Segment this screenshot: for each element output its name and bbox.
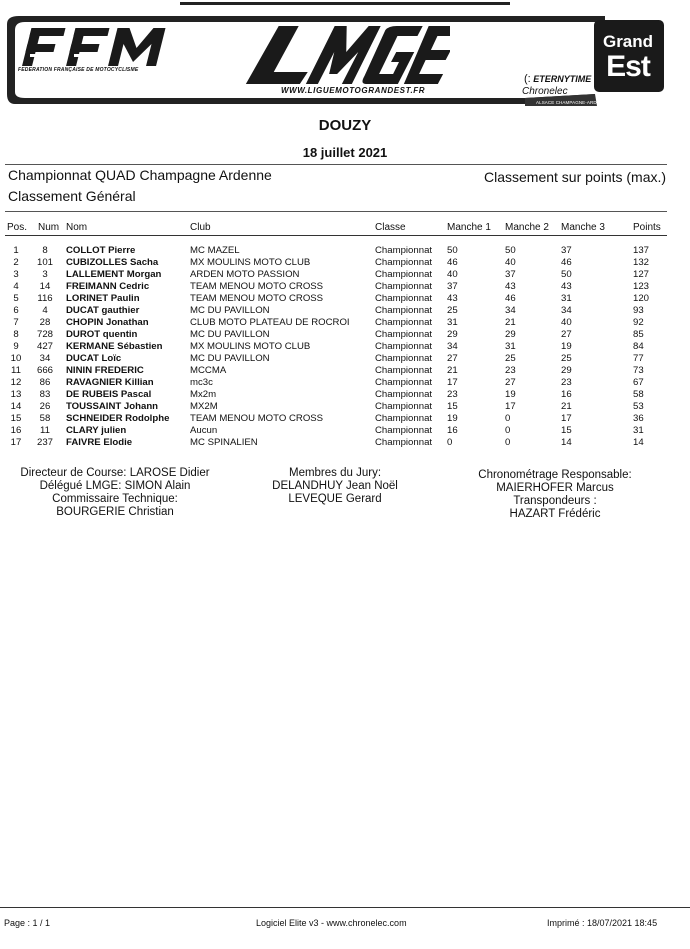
officials-left — [15, 467, 215, 519]
col-header-classe: Classe — [375, 222, 406, 233]
cell-manche2: 0 — [505, 425, 511, 436]
cell-manche2: 27 — [505, 377, 516, 388]
cell-nom: LORINET Paulin — [66, 293, 140, 304]
table-row — [0, 365, 690, 377]
table-row — [0, 401, 690, 413]
table-row — [0, 269, 690, 281]
footer-printed: Imprimé : 18/07/2021 18:45 — [547, 918, 658, 928]
officials-jury — [250, 467, 420, 506]
cell-points: 53 — [633, 401, 644, 412]
cell-pos: 13 — [10, 389, 22, 400]
cell-club: CLUB MOTO PLATEAU DE ROCROI — [190, 317, 350, 328]
grand-est-grand: Grand — [602, 32, 654, 51]
cell-classe: Championnat — [375, 269, 433, 280]
cell-manche3: 40 — [561, 317, 572, 328]
cell-nom: KERMANE Sébastien — [66, 341, 163, 352]
event-name: DOUZY — [318, 117, 372, 134]
cell-manche1: 29 — [447, 329, 458, 340]
cell-manche3: 31 — [561, 293, 572, 304]
cell-manche2: 17 — [505, 401, 516, 412]
cell-points: 85 — [633, 329, 644, 340]
col-header-manche3: Manche 3 — [561, 222, 605, 233]
cell-num: 3 — [42, 269, 48, 280]
event-date: 18 juillet 2021 — [302, 145, 388, 160]
cell-club: MC DU PAVILLON — [190, 353, 270, 364]
cell-manche2: 23 — [505, 365, 516, 376]
table-header-rule — [5, 235, 667, 236]
region-tagline: ALSACE CHAMPAGNE-ARDENNE LORRAINE — [536, 100, 635, 105]
cell-classe: Championnat — [375, 293, 433, 304]
cell-points: 36 — [633, 413, 644, 424]
cell-manche3: 34 — [561, 305, 572, 316]
cell-manche3: 23 — [561, 377, 572, 388]
table-row — [0, 377, 690, 389]
cell-points: 77 — [633, 353, 644, 364]
table-row — [0, 281, 690, 293]
cell-num: 26 — [39, 401, 51, 412]
cell-manche1: 0 — [447, 437, 453, 448]
cell-manche3: 14 — [561, 437, 572, 448]
ffm-federation-text: FEDERATION FRANÇAISE DE MOTOCYCLISME — [18, 67, 139, 73]
cell-manche2: 46 — [505, 293, 516, 304]
cell-pos: 3 — [13, 269, 19, 280]
cell-points: 132 — [633, 257, 650, 268]
footer-rule — [0, 907, 690, 908]
eternytime-logo: (: ETERNYTIME — [524, 73, 592, 85]
cell-manche3: 16 — [561, 389, 572, 400]
cell-club: MX MOULINS MOTO CLUB — [190, 341, 311, 352]
cell-pos: 6 — [13, 305, 19, 316]
table-row — [0, 437, 690, 449]
cell-num: 4 — [42, 305, 48, 316]
cell-points: 84 — [633, 341, 644, 352]
cell-classe: Championnat — [375, 305, 433, 316]
cell-manche1: 50 — [447, 245, 458, 256]
cell-manche2: 37 — [505, 269, 516, 280]
cell-club: MX2M — [190, 401, 218, 412]
cell-num: 28 — [39, 317, 51, 328]
cell-manche1: 37 — [447, 281, 458, 292]
cell-nom: TOUSSAINT Johann — [66, 401, 159, 412]
cell-manche1: 17 — [447, 377, 458, 388]
cell-club: TEAM MENOU MOTO CROSS — [190, 413, 324, 424]
cell-manche1: 40 — [447, 269, 458, 280]
official-line: Transpondeurs : — [513, 495, 597, 507]
cell-classe: Championnat — [375, 341, 433, 352]
cell-num: 14 — [39, 281, 51, 292]
cell-classe: Championnat — [375, 401, 433, 412]
official-line: Directeur de Course: LAROSE Didier — [20, 467, 210, 479]
cell-manche3: 25 — [561, 353, 572, 364]
cell-club: MX MOULINS MOTO CLUB — [190, 257, 311, 268]
cell-manche1: 19 — [447, 413, 458, 424]
cell-manche3: 37 — [561, 245, 572, 256]
cell-classe: Championnat — [375, 377, 433, 388]
cell-num: 86 — [39, 377, 51, 388]
cell-pos: 11 — [11, 365, 21, 376]
cell-manche1: 21 — [447, 365, 458, 376]
cell-num: 8 — [42, 245, 48, 256]
cell-pos: 17 — [10, 437, 22, 448]
cell-points: 31 — [633, 425, 644, 436]
championship-title: Championnat QUAD Champagne Ardenne — [8, 167, 272, 183]
top-rule — [180, 2, 510, 5]
eternytime-mark-icon: (: — [524, 73, 531, 85]
cell-classe: Championnat — [375, 245, 433, 256]
cell-classe: Championnat — [375, 425, 433, 436]
table-row — [0, 353, 690, 365]
cell-club: MC DU PAVILLON — [190, 305, 270, 316]
cell-manche3: 17 — [561, 413, 572, 424]
cell-nom: LALLEMENT Morgan — [66, 269, 162, 280]
cell-pos: 2 — [13, 257, 19, 268]
col-header-manche1: Manche 1 — [447, 222, 491, 233]
table-row — [0, 245, 690, 257]
cell-points: 127 — [633, 269, 650, 280]
footer-software: Logiciel Elite v3 - www.chronelec.com — [256, 918, 407, 928]
cell-club: Aucun — [190, 425, 218, 436]
cell-pos: 15 — [10, 413, 22, 424]
cell-points: 93 — [633, 305, 644, 316]
official-line: Chronométrage Responsable: — [478, 469, 632, 481]
col-header-pos: Pos. — [7, 222, 28, 233]
cell-classe: Championnat — [375, 353, 433, 364]
cell-manche1: 43 — [447, 293, 458, 304]
cell-manche1: 25 — [447, 305, 458, 316]
cell-manche2: 25 — [505, 353, 516, 364]
chronelec-logo: Chronelec — [522, 86, 568, 97]
table-row — [0, 305, 690, 317]
cell-points: 120 — [633, 293, 650, 304]
cell-classe: Championnat — [375, 437, 433, 448]
cell-num: 11 — [40, 425, 50, 436]
cell-pos: 8 — [13, 329, 19, 340]
officials-timing — [465, 469, 645, 521]
col-header-points: Points — [633, 222, 661, 233]
cell-club: TEAM MENOU MOTO CROSS — [190, 281, 324, 292]
cell-points: 58 — [633, 389, 644, 400]
lmge-logo — [240, 22, 450, 86]
cell-manche3: 29 — [561, 365, 572, 376]
cell-manche1: 27 — [447, 353, 458, 364]
cell-manche3: 21 — [561, 401, 572, 412]
cell-nom: NININ FREDERIC — [66, 365, 144, 376]
col-header-nom: Nom — [66, 222, 88, 233]
cell-club: Mx2m — [190, 389, 217, 400]
cell-num: 34 — [39, 353, 51, 364]
cell-num: 427 — [36, 341, 53, 352]
cell-points: 14 — [633, 437, 644, 448]
cell-manche2: 31 — [505, 341, 516, 352]
col-header-club: Club — [190, 222, 211, 233]
cell-classe: Championnat — [375, 257, 433, 268]
cell-classe: Championnat — [375, 365, 433, 376]
table-row — [0, 341, 690, 353]
cell-manche2: 40 — [505, 257, 516, 268]
cell-num: 237 — [36, 437, 53, 448]
cell-num: 666 — [36, 365, 53, 376]
cell-classe: Championnat — [375, 413, 433, 424]
divider — [5, 211, 667, 212]
cell-classe: Championnat — [375, 281, 433, 292]
cell-nom: DUROT quentin — [66, 329, 138, 340]
cell-manche1: 31 — [447, 317, 458, 328]
divider — [5, 164, 667, 165]
cell-club: MCCMA — [190, 365, 227, 376]
col-header-num: Num — [38, 222, 60, 233]
cell-pos: 1 — [13, 245, 19, 256]
official-line: LEVEQUE Gerard — [288, 493, 382, 505]
cell-nom: RAVAGNIER Killian — [66, 377, 154, 388]
cell-nom: CHOPIN Jonathan — [66, 317, 149, 328]
cell-manche3: 50 — [561, 269, 572, 280]
cell-manche2: 0 — [505, 437, 511, 448]
cell-pos: 10 — [10, 353, 22, 364]
cell-pos: 5 — [13, 293, 19, 304]
cell-manche3: 43 — [561, 281, 572, 292]
cell-nom: CLARY julien — [66, 425, 127, 436]
cell-points: 73 — [633, 365, 644, 376]
cell-nom: DE RUBEIS Pascal — [66, 389, 152, 400]
cell-nom: FAIVRE Elodie — [66, 437, 133, 448]
cell-manche1: 23 — [447, 389, 458, 400]
cell-manche3: 19 — [561, 341, 572, 352]
cell-manche2: 43 — [505, 281, 516, 292]
cell-classe: Championnat — [375, 389, 433, 400]
table-row — [0, 257, 690, 269]
cell-manche1: 34 — [447, 341, 458, 352]
official-line: HAZART Frédéric — [509, 508, 601, 520]
cell-manche2: 19 — [505, 389, 516, 400]
cell-manche3: 27 — [561, 329, 572, 340]
official-line: BOURGERIE Christian — [56, 506, 174, 518]
official-line: Commissaire Technique: — [52, 493, 178, 505]
cell-club: MC SPINALIEN — [190, 437, 258, 448]
cell-classe: Championnat — [375, 329, 433, 340]
cell-nom: DUCAT gauthier — [66, 305, 140, 316]
cell-nom: FREIMANN Cedric — [66, 281, 150, 292]
cell-pos: 9 — [13, 341, 19, 352]
cell-manche2: 29 — [505, 329, 516, 340]
cell-points: 123 — [633, 281, 650, 292]
cell-club: MC DU PAVILLON — [190, 329, 270, 340]
classification-title: Classement Général — [8, 188, 136, 204]
cell-pos: 4 — [13, 281, 19, 292]
cell-manche1: 46 — [447, 257, 458, 268]
cell-club: TEAM MENOU MOTO CROSS — [190, 293, 324, 304]
table-row — [0, 413, 690, 425]
grand-est-est: Est — [606, 50, 650, 83]
cell-nom: SCHNEIDER Rodolphe — [66, 413, 170, 424]
official-line: Délégué LMGE: SIMON Alain — [39, 480, 191, 492]
col-header-manche2: Manche 2 — [505, 222, 549, 233]
official-line: DELANDHUY Jean Noël — [272, 480, 398, 492]
cell-points: 137 — [633, 245, 650, 256]
official-line: MAIERHOFER Marcus — [496, 482, 614, 494]
cell-pos: 16 — [10, 425, 22, 436]
cell-num: 58 — [39, 413, 51, 424]
cell-classe: Championnat — [375, 317, 433, 328]
cell-manche2: 0 — [505, 413, 511, 424]
cell-manche2: 34 — [505, 305, 516, 316]
cell-nom: COLLOT Pierre — [66, 245, 136, 256]
cell-club: mc3c — [190, 377, 213, 388]
ffm-logo — [18, 26, 168, 68]
cell-manche2: 50 — [505, 245, 516, 256]
cell-nom: CUBIZOLLES Sacha — [66, 257, 159, 268]
table-row — [0, 425, 690, 437]
table-row — [0, 389, 690, 401]
cell-manche3: 46 — [561, 257, 572, 268]
cell-num: 728 — [36, 329, 53, 340]
table-row — [0, 329, 690, 341]
footer-page: Page : 1 / 1 — [4, 918, 51, 928]
cell-club: MC MAZEL — [190, 245, 240, 256]
cell-manche3: 15 — [561, 425, 572, 436]
website-url: WWW.LIGUEMOTOGRANDEST.FR — [281, 86, 426, 95]
cell-pos: 7 — [13, 317, 19, 328]
cell-num: 83 — [39, 389, 51, 400]
cell-pos: 14 — [10, 401, 22, 412]
cell-manche2: 21 — [505, 317, 516, 328]
table-row — [0, 293, 690, 305]
cell-manche1: 16 — [447, 425, 458, 436]
cell-nom: DUCAT Loïc — [66, 353, 122, 364]
cell-manche1: 15 — [447, 401, 458, 412]
cell-pos: 12 — [10, 377, 22, 388]
ranking-mode: Classement sur points (max.) — [484, 169, 667, 185]
cell-num: 116 — [37, 293, 53, 304]
cell-num: 101 — [36, 257, 53, 268]
cell-points: 92 — [633, 317, 644, 328]
cell-points: 67 — [633, 377, 644, 388]
cell-club: ARDEN MOTO PASSION — [190, 269, 300, 280]
table-row — [0, 317, 690, 329]
official-line: Membres du Jury: — [288, 467, 382, 479]
